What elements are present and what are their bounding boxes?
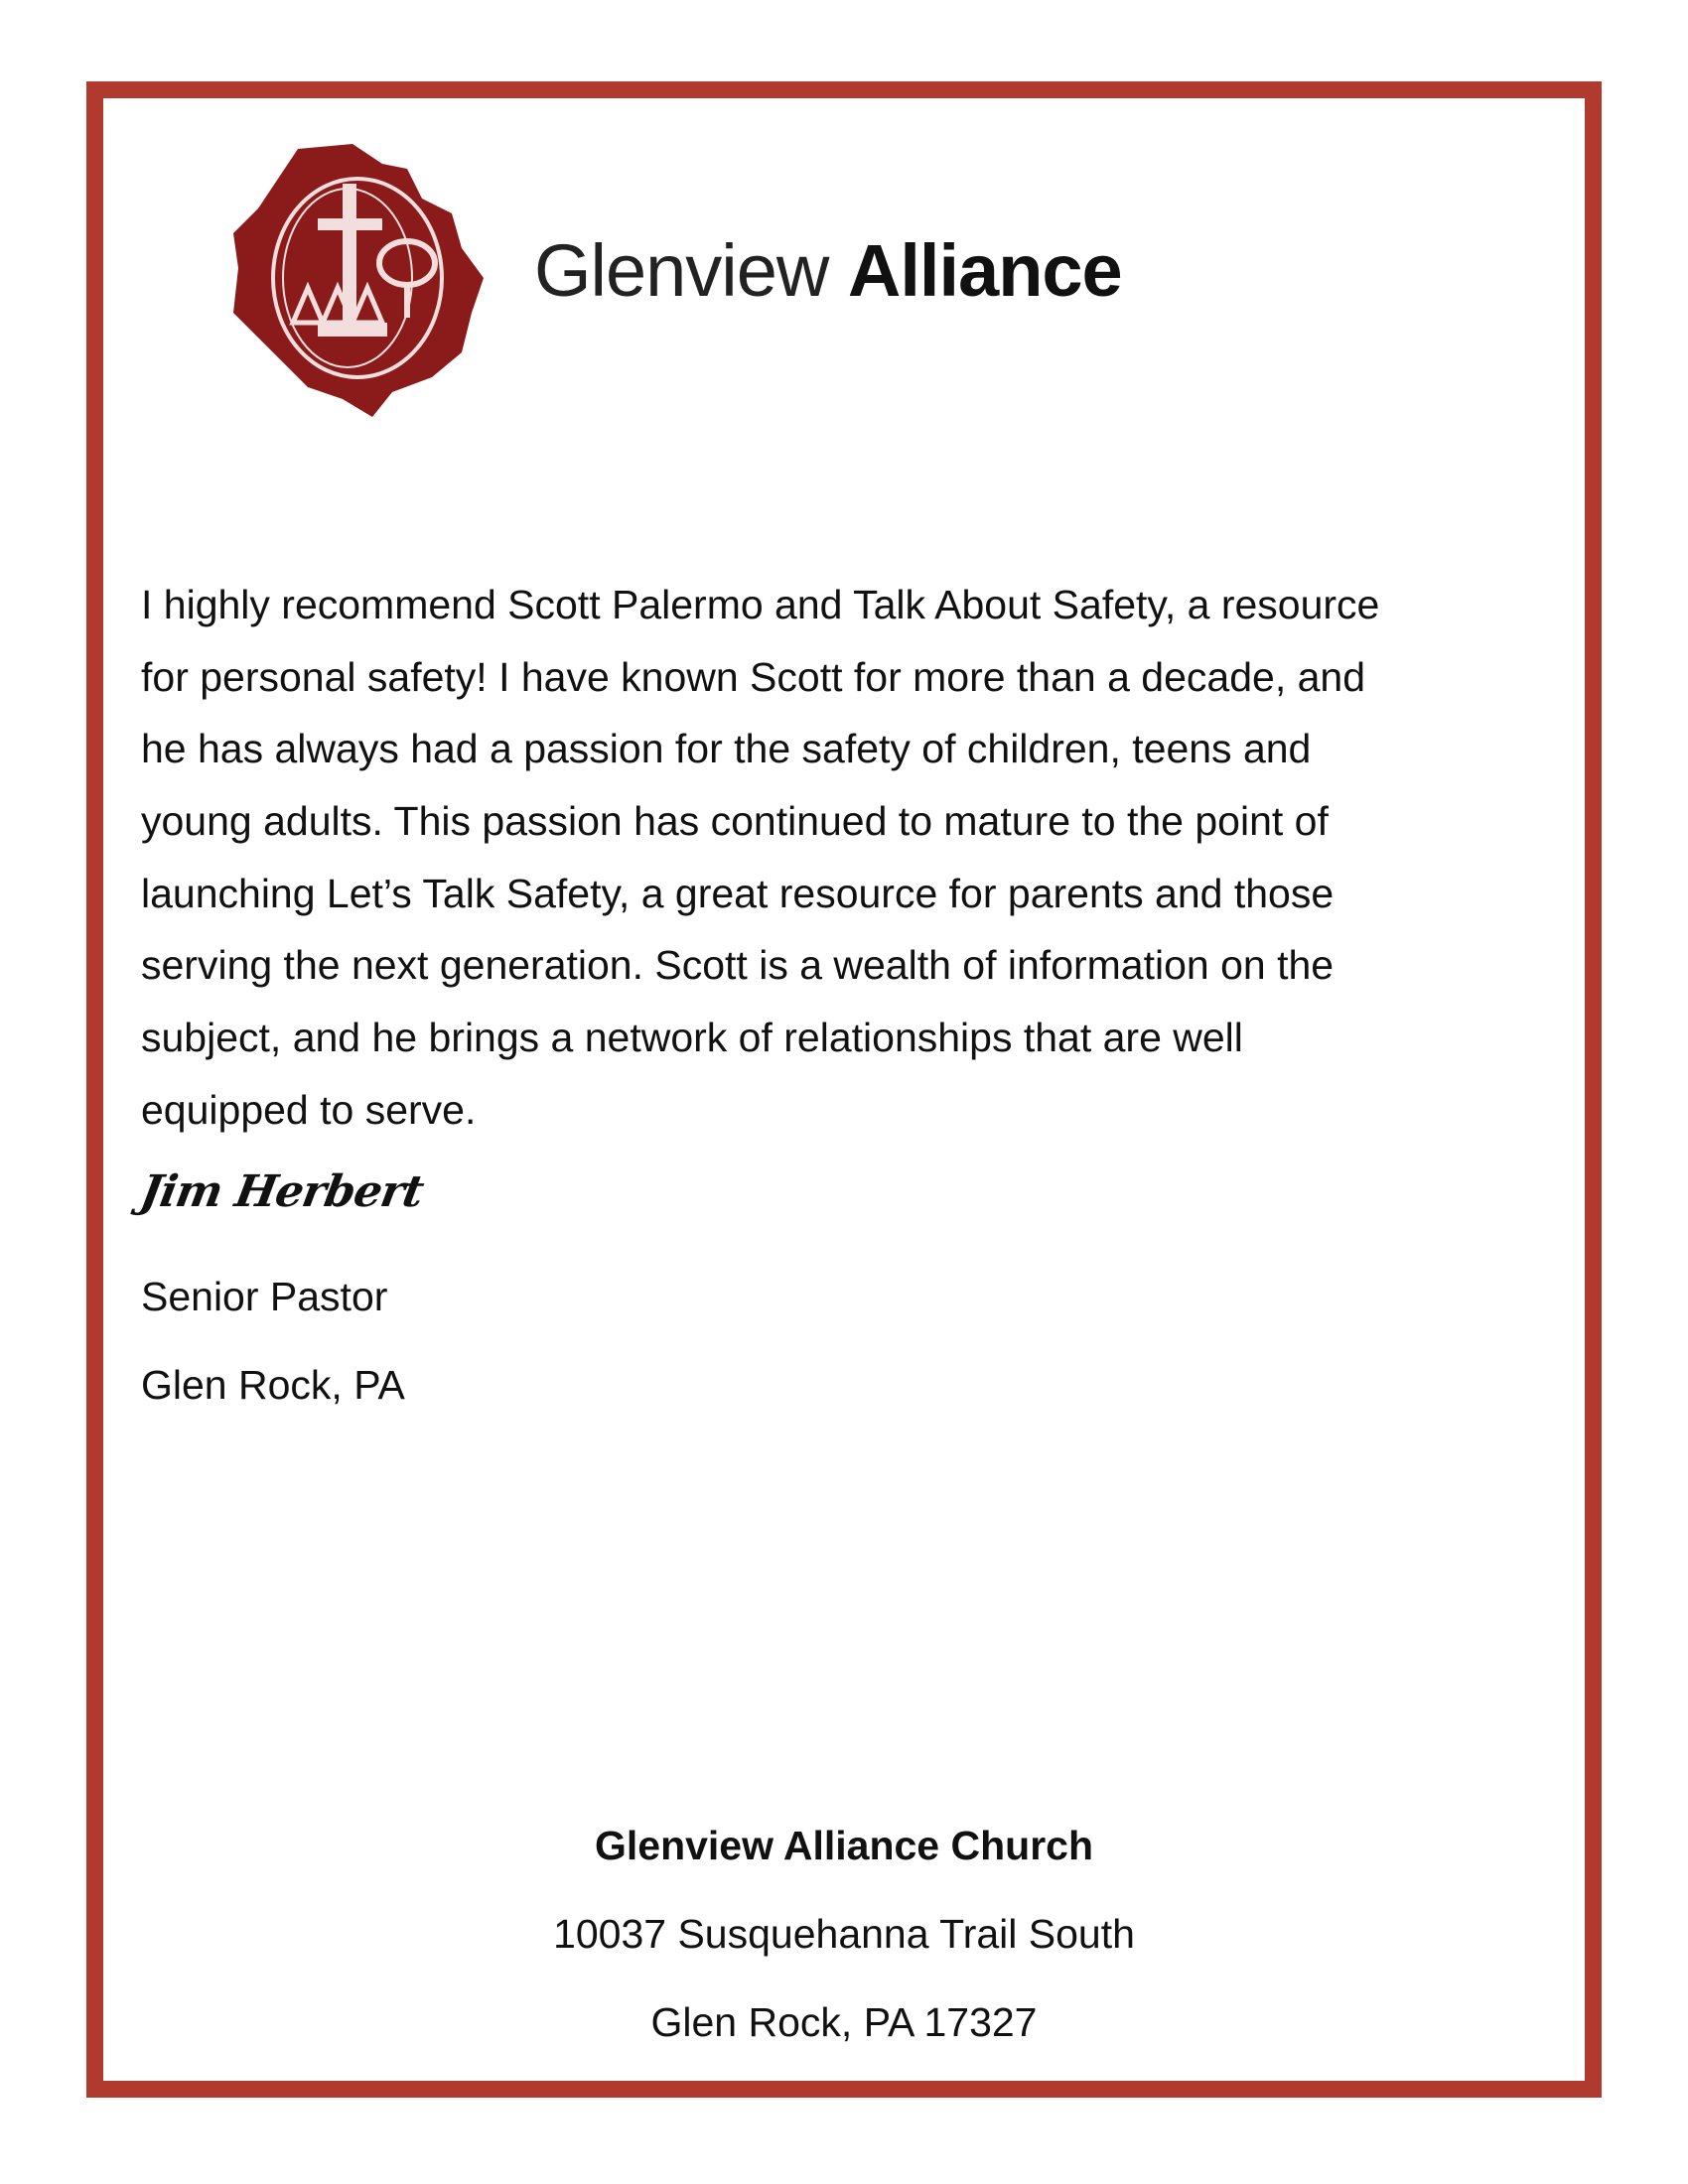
footer-church-name: Glenview Alliance Church (594, 1823, 1093, 1868)
brand-bold: Alliance (847, 229, 1122, 312)
footer-address: 10037 Susquehanna Trail South (553, 1911, 1135, 1957)
footer-city: Glen Rock, PA 17327 (650, 1999, 1038, 2045)
brand-name (534, 228, 1122, 313)
seal-icon (223, 139, 511, 417)
signer-title: Senior Pastor (141, 1274, 388, 1319)
letter-line: serving the next generation. Scott is a wealth of information on the (141, 942, 1335, 989)
letter-line: he has always had a passion for the safety of children, teens and (141, 726, 1312, 772)
signature: Jim Herbert (136, 1166, 427, 1217)
letter-line: launching Let’s Talk Safety, a great resource for parents and those (141, 870, 1335, 916)
letter-line: equipped to serve. (141, 1086, 477, 1133)
letter-line: young adults. This passion has continued to mature to the point of (141, 798, 1329, 845)
church-logo (223, 139, 1216, 427)
brand-light: Glenview (534, 229, 829, 312)
letter-line: I highly recommend Scott Palermo and Talk About Safety, a resource (141, 582, 1380, 627)
letter-line: for personal safety! I have known Scott for more than a decade, and (141, 653, 1366, 700)
letter-body (141, 569, 1379, 1147)
signer-location: Glen Rock, PA (141, 1362, 405, 1408)
letter-line: subject, and he brings a network of relationships that are well (141, 1015, 1243, 1061)
